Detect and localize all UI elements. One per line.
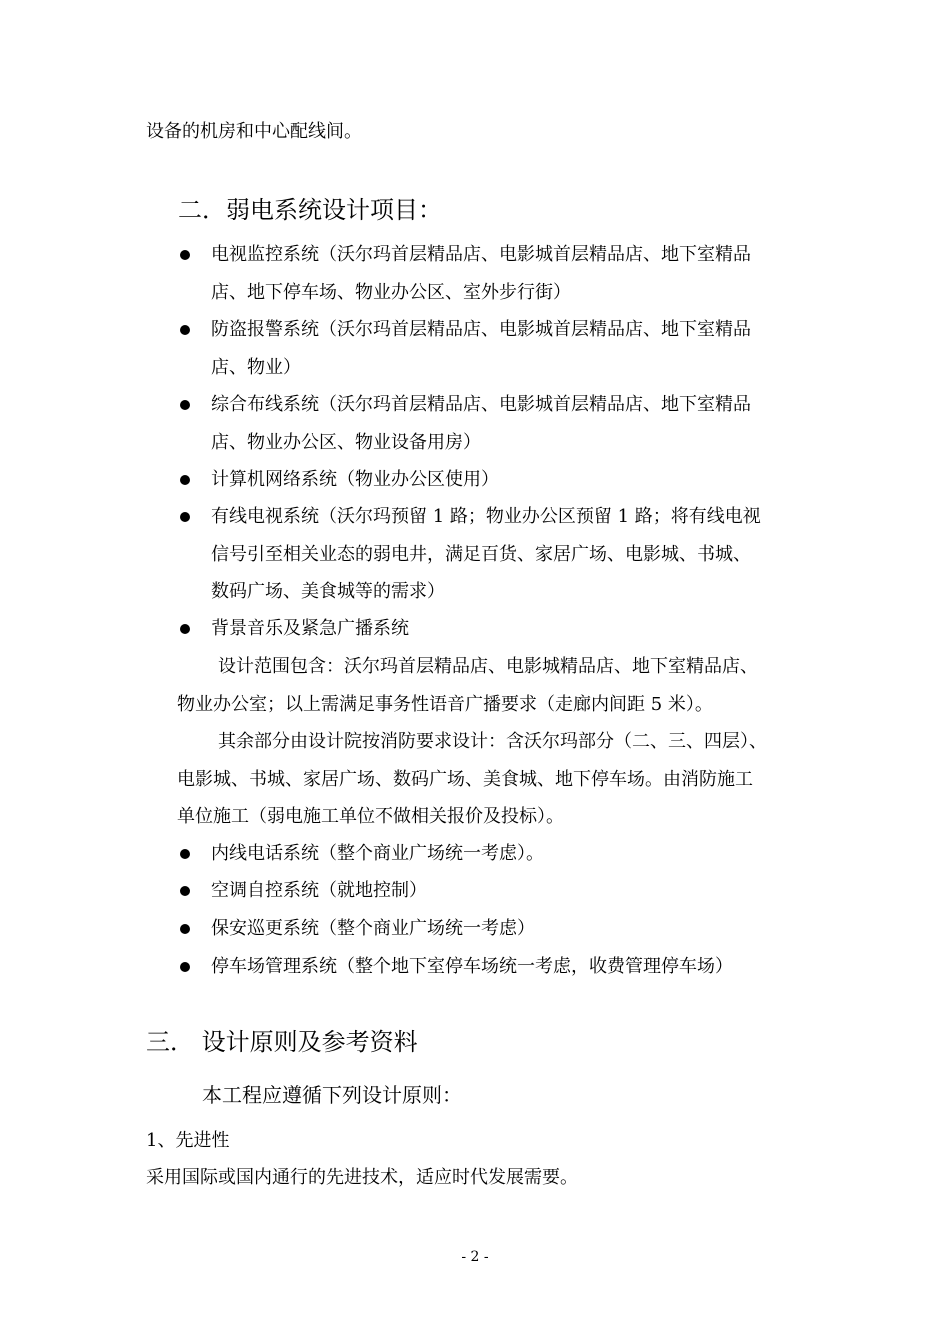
intro-tail-text: 设备的机房和中心配线间。 xyxy=(146,121,362,142)
section3-heading: 三． 设计原则及参考资料 xyxy=(146,1028,418,1056)
bullet-icon xyxy=(180,325,190,335)
para1-line2: 物业办公室；以上需满足事务性语音广播要求（走廊内间距 5 米）。 xyxy=(177,694,713,715)
list-item-cabling-line2: 店、物业办公区、物业设备用房） xyxy=(211,432,481,453)
list-item-cctv-line2: 店、地下停车场、物业办公区、室外步行街） xyxy=(211,282,571,303)
bullet-icon xyxy=(180,886,190,896)
bullet-icon xyxy=(180,962,190,972)
bullet-icon xyxy=(180,512,190,522)
list-item-cabling-line1: 综合布线系统（沃尔玛首层精品店、电影城首层精品店、地下室精品 xyxy=(211,394,751,415)
list-item-phone-line1: 内线电话系统（整个商业广场统一考虑）。 xyxy=(211,843,544,864)
list-item-parking-line1: 停车场管理系统（整个地下室停车场统一考虑，收费管理停车场） xyxy=(211,956,733,977)
principle-1-text: 采用国际或国内通行的先进技术，适应时代发展需要。 xyxy=(146,1167,578,1188)
list-item-cctv-line1: 电视监控系统（沃尔玛首层精品店、电影城首层精品店、地下室精品 xyxy=(211,244,751,265)
page-number: - 2 - xyxy=(461,1249,489,1265)
list-item-network-line1: 计算机网络系统（物业办公区使用） xyxy=(211,469,499,490)
list-item-alarm-line1: 防盗报警系统（沃尔玛首层精品店、电影城首层精品店、地下室精品 xyxy=(211,319,751,340)
para2-line3: 单位施工（弱电施工单位不做相关报价及投标）。 xyxy=(177,806,564,827)
list-item-patrol-line1: 保安巡更系统（整个商业广场统一考虑） xyxy=(211,918,535,939)
para2-line2: 电影城、书城、家居广场、数码广场、美食城、地下停车场。由消防施工 xyxy=(177,769,753,790)
section2-heading: 二．弱电系统设计项目： xyxy=(178,196,442,224)
para1-line1: 设计范围包含：沃尔玛首层精品店、电影城精品店、地下室精品店、 xyxy=(218,656,758,677)
para2-line1: 其余部分由设计院按消防要求设计：含沃尔玛部分（二、三、四层）、 xyxy=(218,731,767,752)
bullet-icon xyxy=(180,250,190,260)
list-item-catv-line3: 数码广场、美食城等的需求） xyxy=(211,581,445,602)
principle-1-title: 1、先进性 xyxy=(146,1130,230,1151)
list-item-bgm-line1: 背景音乐及紧急广播系统 xyxy=(211,618,409,639)
bullet-icon xyxy=(180,849,190,859)
section3-subheading: 本工程应遵循下列设计原则： xyxy=(202,1083,462,1107)
bullet-icon xyxy=(180,400,190,410)
list-item-alarm-line2: 店、物业） xyxy=(211,357,301,378)
bullet-icon xyxy=(180,475,190,485)
bullet-icon xyxy=(180,624,190,634)
bullet-icon xyxy=(180,924,190,934)
list-item-hvac-line1: 空调自控系统（就地控制） xyxy=(211,880,427,901)
list-item-catv-line1: 有线电视系统（沃尔玛预留 1 路；物业办公区预留 1 路；将有线电视 xyxy=(211,506,761,527)
list-item-catv-line2: 信号引至相关业态的弱电井，满足百货、家居广场、电影城、书城、 xyxy=(211,544,751,565)
